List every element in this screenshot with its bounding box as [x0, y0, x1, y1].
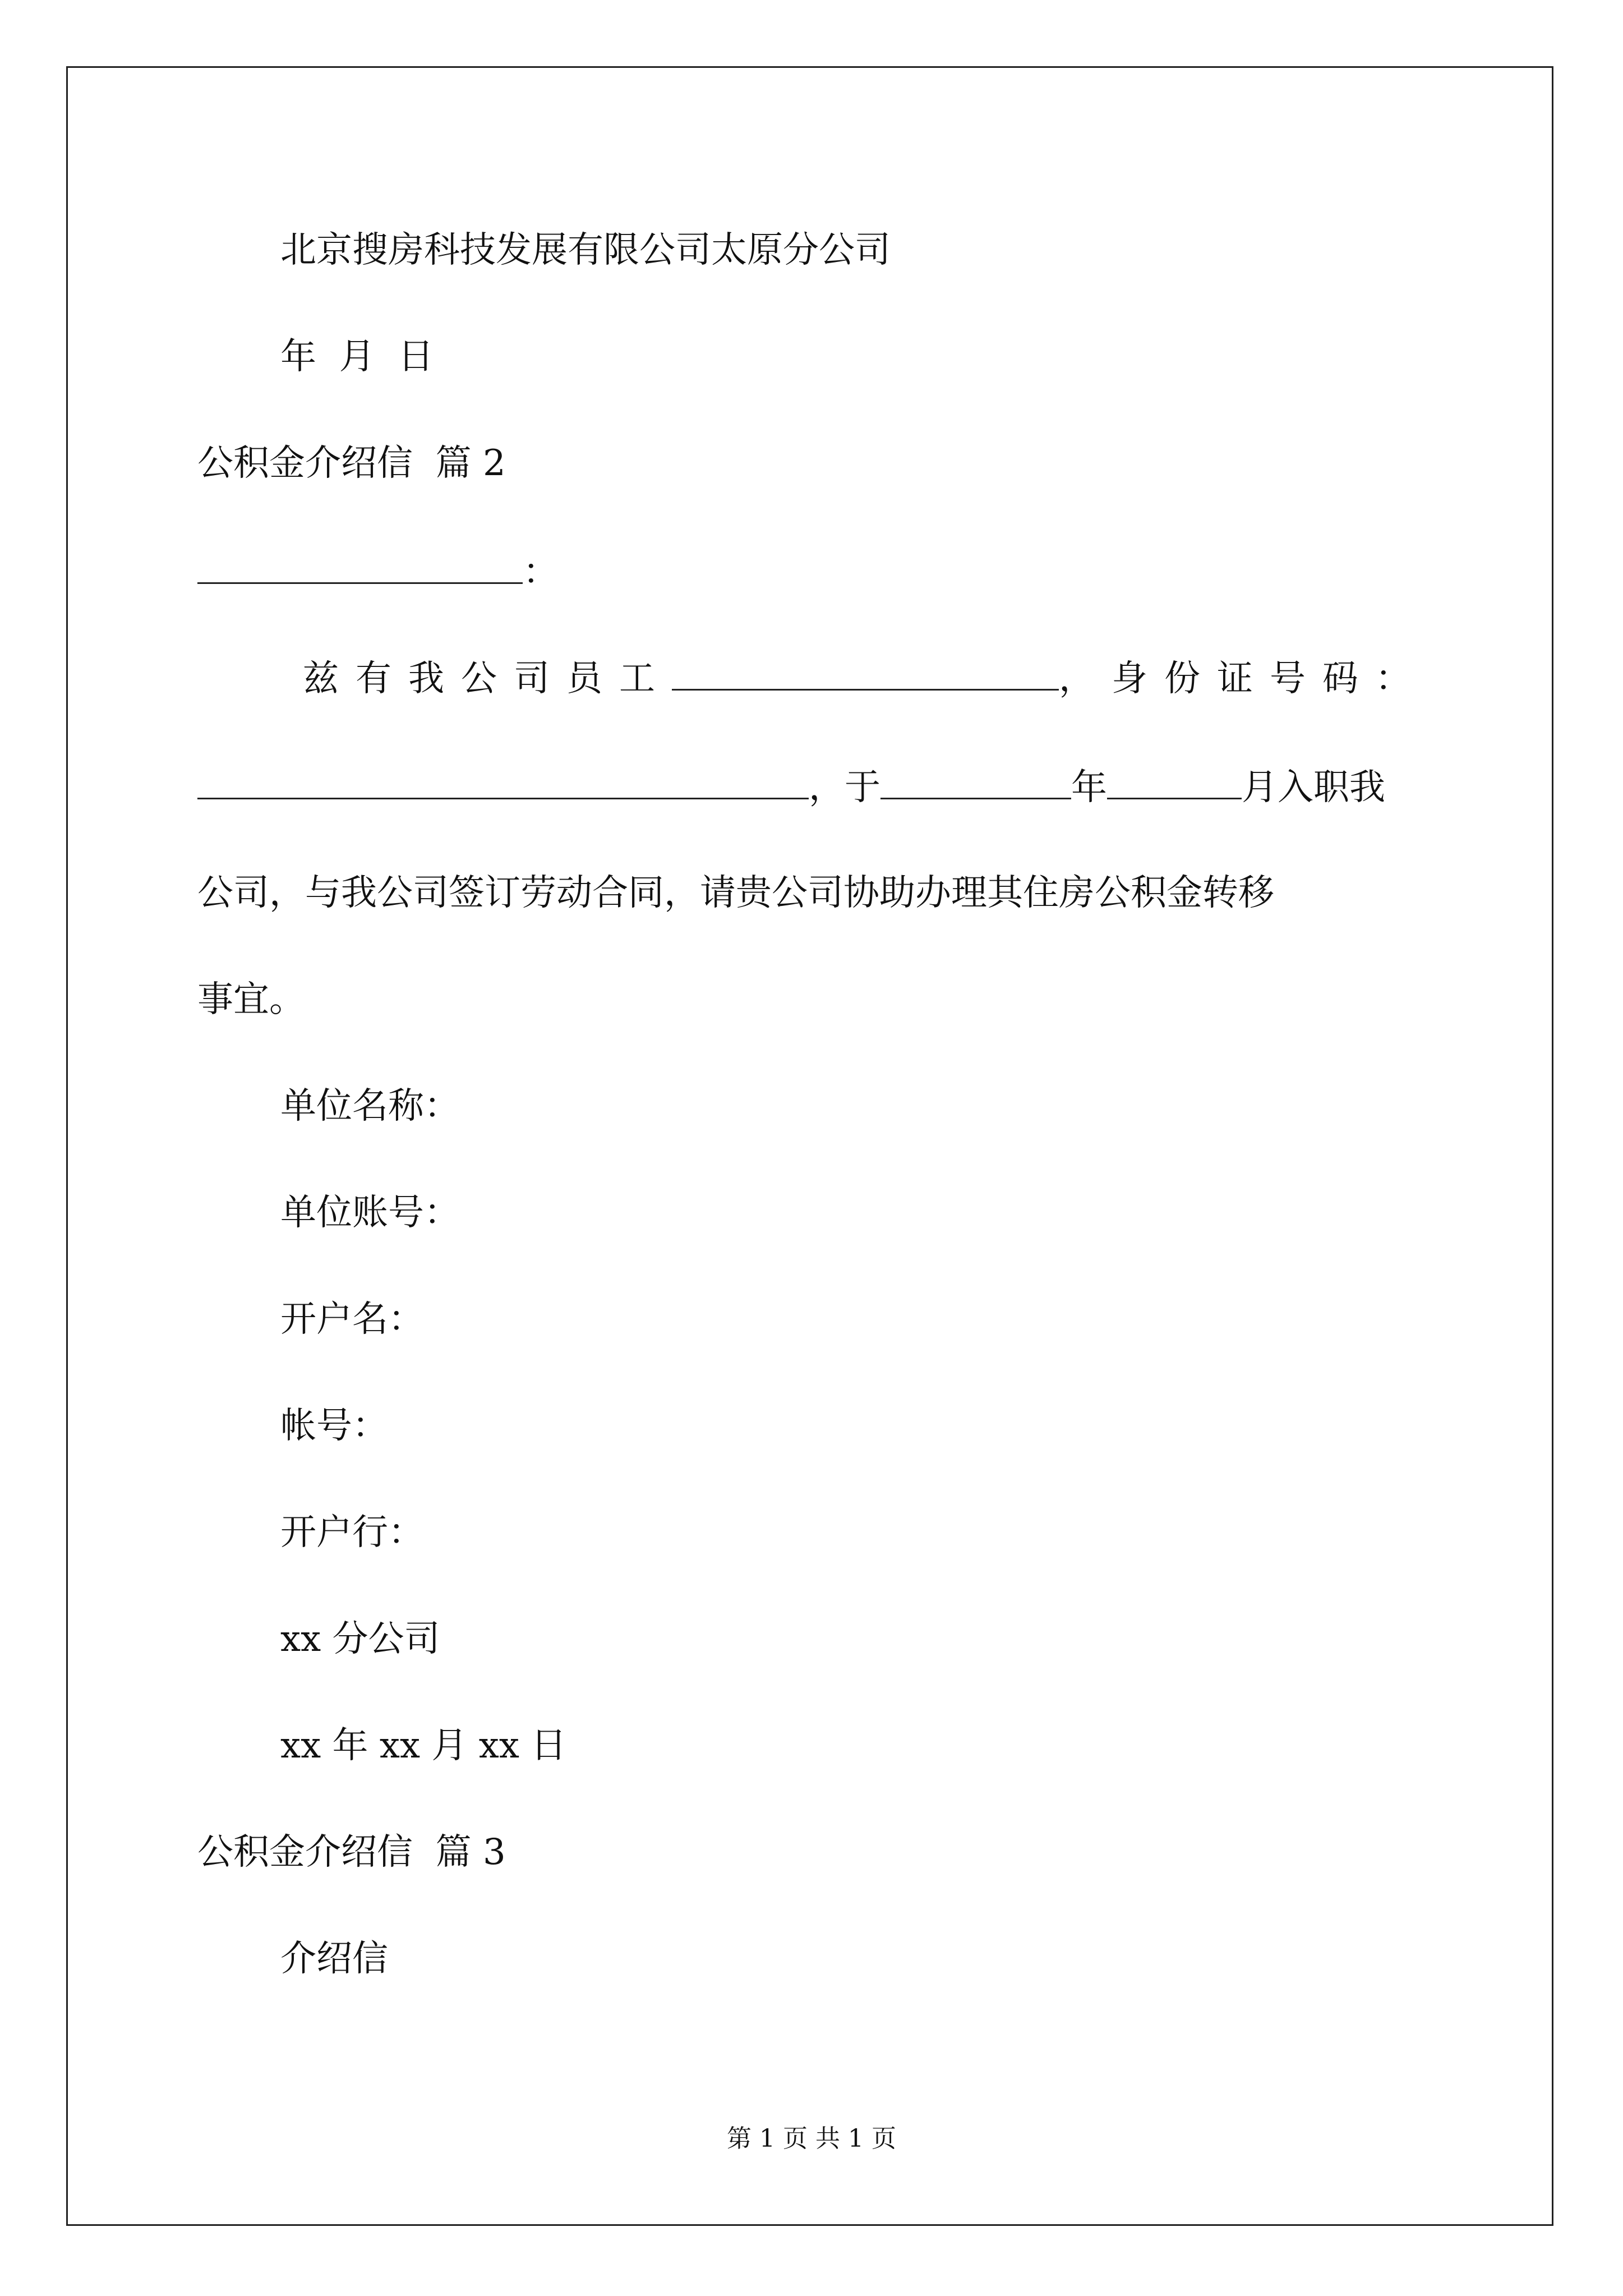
field-unit-account: 单位账号：: [280, 1192, 460, 1234]
body-line-4: 事宜。: [197, 979, 305, 1020]
month-blank: [1107, 764, 1242, 799]
section-2-title: 公积金介绍信 篇 2: [197, 443, 506, 484]
sign-date: xx 年 xx 月 xx 日: [280, 1725, 567, 1766]
addressee-line: [197, 549, 559, 595]
employee-name-blank: [672, 655, 1059, 691]
body-line-2-c: 月入职我: [1242, 767, 1385, 808]
field-account-number: 帐号：: [280, 1405, 388, 1447]
body-line-2-b: 年: [1071, 767, 1107, 808]
field-bank: 开户行：: [280, 1512, 424, 1553]
addressee-colon: ：: [523, 551, 559, 593]
letter-date: 年 月 日: [280, 336, 434, 378]
addressee-blank: [197, 549, 523, 584]
year-blank: [880, 764, 1071, 799]
field-unit-name: 单位名称：: [280, 1085, 460, 1127]
body-line-2-a: ，于: [809, 767, 880, 808]
body-line-3: 公司，与我公司签订劳动合同，请贵公司协助办理其住房公积金转移: [197, 872, 1274, 914]
company-name: 北京搜房科技发展有限公司太原分公司: [280, 229, 891, 271]
section-3-subtitle: 介绍信: [280, 1938, 388, 1980]
body-line-1: [303, 655, 1428, 701]
body-line-2: [197, 764, 1385, 810]
section-3-title: 公积金介绍信 篇 3: [197, 1832, 506, 1873]
signer: xx 分公司: [280, 1618, 440, 1660]
page-border: [66, 66, 1553, 2226]
field-account-name: 开户名：: [280, 1299, 424, 1340]
id-number-blank: [197, 764, 809, 799]
page-footer: 第 1 页 共 1 页: [727, 2124, 896, 2153]
body-line-1-b: ，身份证号码：: [1059, 658, 1428, 700]
body-line-1-a: 兹有我公司员工: [303, 658, 672, 700]
